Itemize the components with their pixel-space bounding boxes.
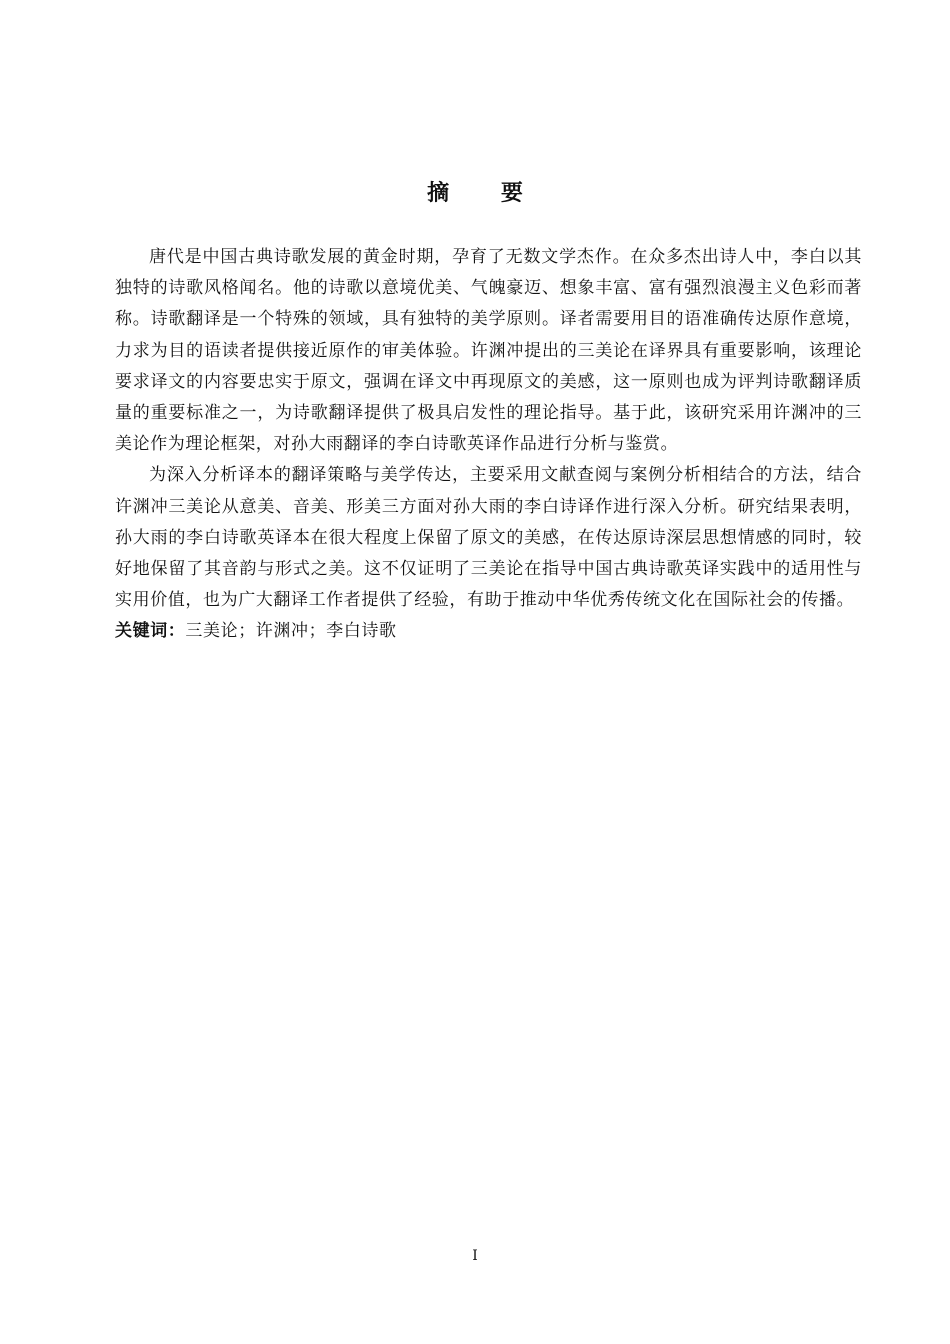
page-number: I: [472, 1248, 478, 1264]
abstract-body: [115, 242, 862, 648]
keywords-label: 关键词：: [115, 621, 186, 642]
abstract-paragraph-1: 唐代是中国古典诗歌发展的黄金时期，孕育了无数文学杰作。在众多杰出诗人中，李白以其独特的诗歌风格闻名。他的诗歌以意境优美、气魄豪迈、想象丰富、富有强烈浪漫主义色彩而著称。诗歌翻译是一个特殊的领域，具有独特的美学原则。译者需要用目的语准确传达原作意境，力求为目的语读者提供接近原作的审美体验。许渊冲提出的三美论在译界具有重要影响，该理论要求译文的内容要忠实于原文，强调在译文中再现原文的美感，这一原则也成为评判诗歌翻译质量的重要标准之一，为诗歌翻译提供了极具启发性的理论指导。基于此，该研究采用许渊冲的三美论作为理论框架，对孙大雨翻译的李白诗歌英译作品进行分析与鉴赏。: [115, 247, 862, 455]
keywords-list: 三美论；许渊冲；李白诗歌: [185, 621, 397, 642]
abstract-paragraph-2: 为深入分析译本的翻译策略与美学传达，主要采用文献查阅与案例分析相结合的方法，结合许渊冲三美论从意美、音美、形美三方面对孙大雨的李白诗译作进行深入分析。研究结果表明，孙大雨的李白诗歌英译本在很大程度上保留了原文的美感，在传达原诗深层思想情感的同时，较好地保留了其音韵与形式之美。这不仅证明了三美论在指导中国古典诗歌英译实践中的适用性与实用价值，也为广大翻译工作者提供了经验，有助于推动中华优秀传统文化在国际社会的传播。: [115, 465, 862, 611]
keywords-line: [115, 616, 862, 647]
abstract-title: 摘 要: [427, 181, 545, 206]
